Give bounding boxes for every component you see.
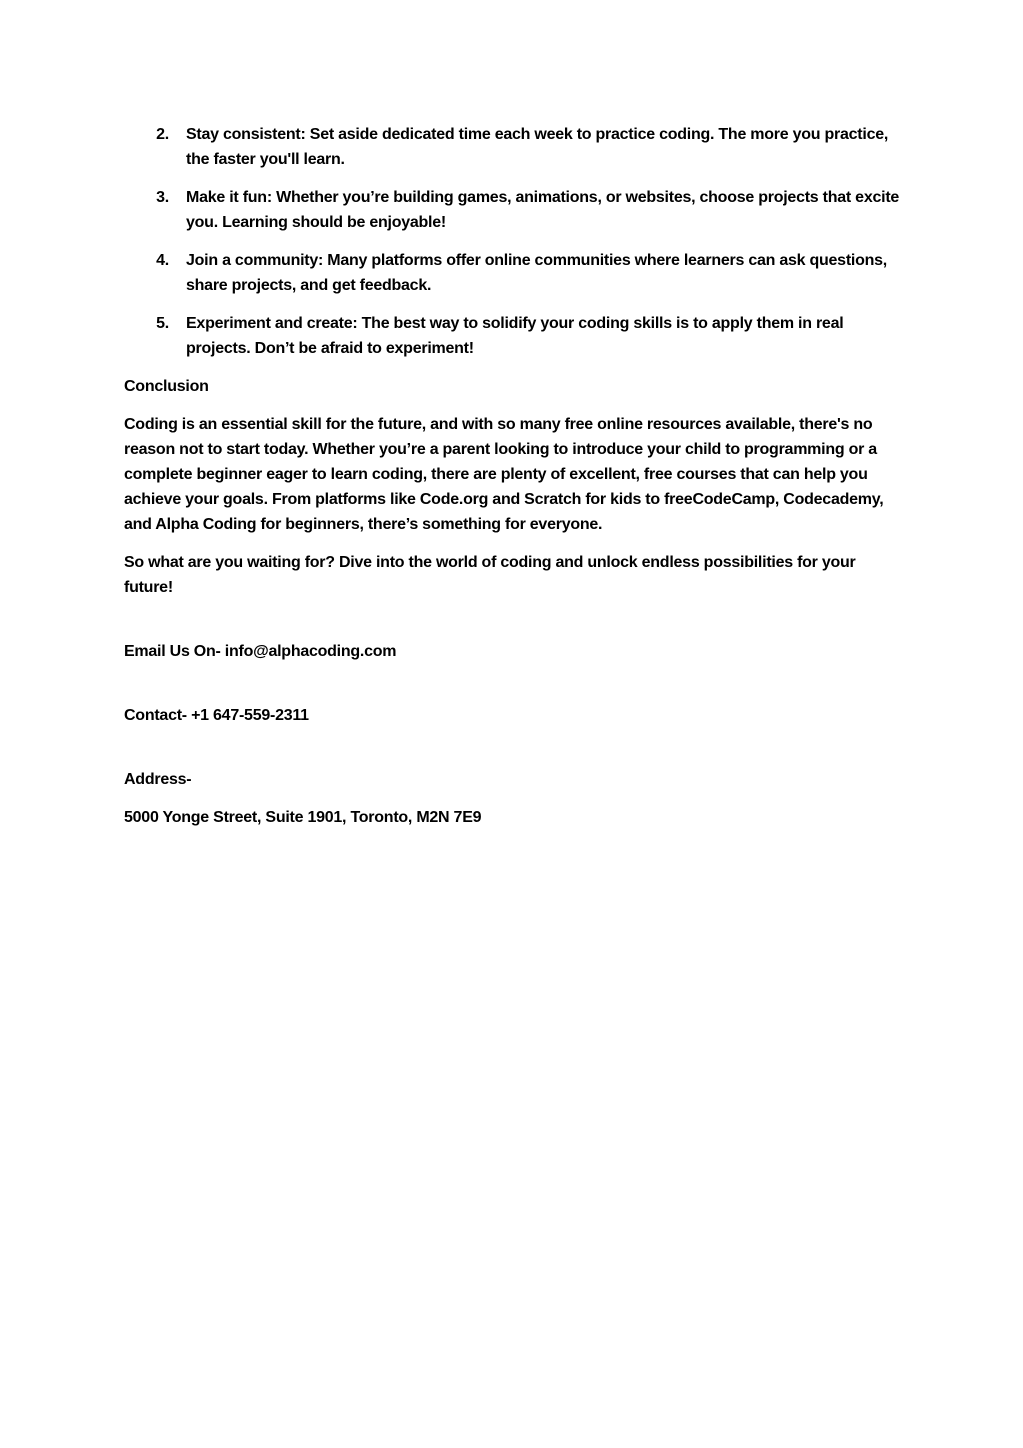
address-value: 5000 Yonge Street, Suite 1901, Toronto, M2N 7E9 — [124, 809, 482, 826]
list-item-text: Make it fun: Whether you’re building games, animations, or websites, choose projects that excite you. Learning should be enjoyable! — [186, 189, 900, 231]
list-item — [124, 185, 904, 235]
closing-paragraph: So what are you waiting for? Dive into the world of coding and unlock endless possibilities for your future! — [124, 554, 856, 596]
tips-list — [124, 122, 904, 361]
conclusion-heading: Conclusion — [124, 378, 209, 395]
list-item-number: 4. — [156, 252, 169, 269]
address-label: Address- — [124, 771, 192, 788]
list-item — [124, 122, 904, 172]
conclusion-paragraph: Coding is an essential skill for the future, and with so many free online resources available, there's no reason not to start today. Whether you’re a parent looking to introduce your child to programming or a complete beginner eager to learn coding, there are plenty of excellent, free courses that can help you achieve your goals. From platforms like Code.org and Scratch for kids to freeCodeCamp, Codecademy, and Alpha Coding for beginners, there’s something for everyone. — [124, 416, 884, 533]
list-item — [124, 248, 904, 298]
list-item-number: 3. — [156, 189, 169, 206]
contact-phone-line: Contact- +1 647-559-2311 — [124, 707, 309, 724]
list-item-number: 2. — [156, 126, 169, 143]
list-item — [124, 311, 904, 361]
list-item-text: Experiment and create: The best way to solidify your coding skills is to apply them in real projects. Don’t be afraid to experiment! — [186, 315, 844, 357]
list-item-text: Stay consistent: Set aside dedicated time each week to practice coding. The more you practice, the faster you'll learn. — [186, 126, 889, 168]
document-page — [124, 122, 904, 843]
list-item-number: 5. — [156, 315, 169, 332]
email-line: Email Us On- info@alphacoding.com — [124, 643, 397, 660]
list-item-text: Join a community: Many platforms offer online communities where learners can ask questions, share projects, and get feedback. — [186, 252, 887, 294]
